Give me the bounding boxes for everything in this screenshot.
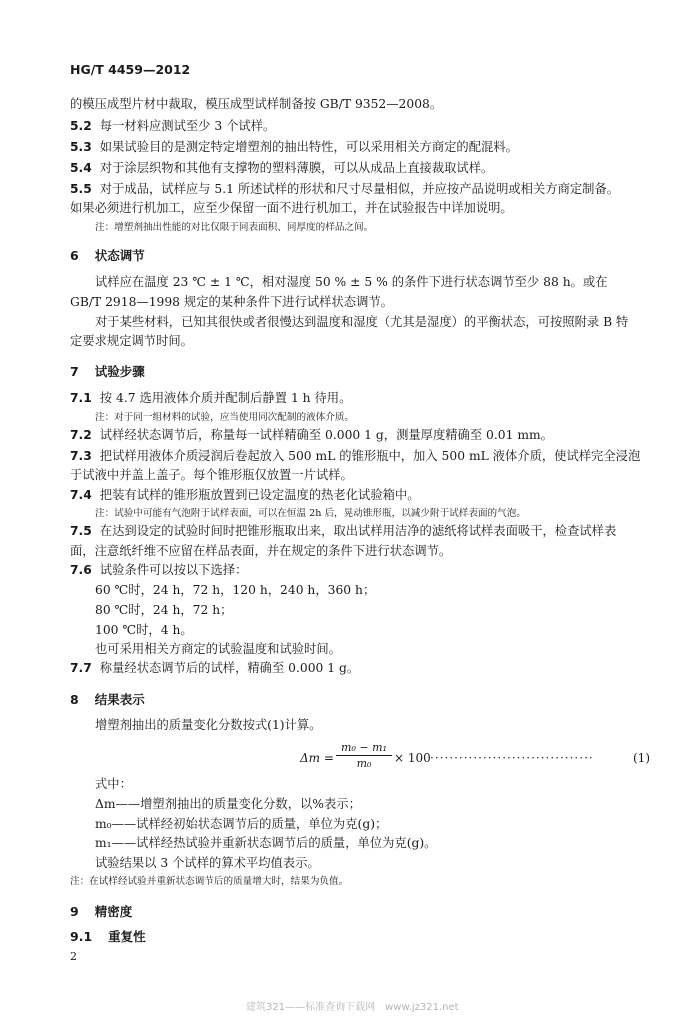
condition-60c: 60 ℃时，24 h，72 h，120 h，240 h，360 h； (95, 583, 376, 597)
definition-m1: m₁——试样经热试验并重新状态调节后的质量，单位为克(g)。 (95, 836, 437, 850)
condition-80c: 80 ℃时，24 h，72 h； (95, 603, 233, 617)
clause-text: 如果试验目的是测定特定增塑剂的抽出特性，可以采用相关方商定的配混料。 (99, 140, 518, 154)
clause-number: 7.2 (70, 428, 92, 442)
clause-7-1 (70, 390, 655, 406)
formula-numerator: m₀ − m₁ (336, 741, 392, 756)
clause-7-5-cont: 面，注意纸纤维不应留在样品表面，并在规定的条件下进行状态调节。 (70, 544, 452, 558)
clause-text: 试样经状态调节后，称量每一试样精确至 0.000 1 g，测量厚度精确至 0.01 mm。 (99, 428, 553, 442)
formula-denominator: m₀ (356, 757, 372, 770)
formula-intro: 增塑剂抽出的质量变化分数按式(1)计算。 (95, 718, 322, 732)
paragraph-6-2-cont: 定要求规定调节时间。 (70, 334, 193, 348)
clause-number: 9.1 (70, 929, 93, 944)
paragraph-continuation: 的模压成型片材中裁取，模压成型试样制备按 GB/T 9352—2008。 (70, 97, 443, 111)
formula-fraction (336, 741, 392, 770)
clause-7-2 (70, 427, 655, 443)
section-title: 精密度 (94, 904, 133, 919)
formula-lhs: Δm = (300, 751, 334, 765)
clause-7-5 (70, 523, 655, 539)
clause-text: 在达到设定的试验时间时把锥形瓶取出来，取出试样用洁净的滤纸将试样表面吸干，检查试样表 (99, 524, 617, 538)
clause-7-6 (70, 562, 655, 578)
clause-7-3-cont: 于试液中并盖上盖子。每个锥形瓶仅放置一片试样。 (70, 468, 353, 482)
clause-number: 5.5 (70, 182, 92, 196)
clause-7-7 (70, 660, 655, 676)
note-7-1: 注：对于同一组材料的试验，应当使用同次配制的液体介质。 (95, 412, 355, 423)
section-number: 7 (70, 364, 79, 379)
formula-leader-dots: ·································· (430, 751, 594, 765)
condition-100c: 100 ℃时，4 h。 (95, 623, 193, 637)
section-title: 状态调节 (94, 248, 145, 263)
section-title: 试验步骤 (94, 364, 145, 379)
clause-9-1-heading (70, 927, 146, 945)
clause-5-4 (70, 160, 655, 176)
clause-number: 7.5 (70, 524, 92, 538)
clause-5-5 (70, 181, 655, 197)
clause-title: 重复性 (108, 929, 146, 944)
clause-text: 每一材料应测试至少 3 个试样。 (99, 119, 276, 133)
note-7-4: 注：试验中可能有气泡附于试样表面，可以在恒温 2h 后，晃动锥形瓶，以减少附于试样表面的气泡。 (95, 508, 526, 519)
clause-text: 按 4.7 选用液体介质并配制后静置 1 h 待用。 (99, 391, 352, 405)
section-number: 6 (70, 248, 79, 263)
clause-number: 7.4 (70, 488, 92, 502)
formula-1 (300, 741, 650, 775)
section-title: 结果表示 (94, 692, 145, 707)
section-number: 8 (70, 692, 79, 707)
clause-number: 5.2 (70, 119, 92, 133)
page-number: 2 (70, 950, 77, 963)
paragraph-6-1-cont: GB/T 2918—1998 规定的某种条件下进行试样状态调节。 (70, 295, 393, 309)
clause-number: 7.6 (70, 563, 92, 577)
paragraph-6-2: 对于某些材料，已知其很快或者很慢达到温度和湿度（尤其是湿度）的平衡状态，可按照附录 B 特 (95, 315, 629, 329)
clause-number: 5.4 (70, 161, 92, 175)
condition-agreed: 也可采用相关方商定的试验温度和试验时间。 (95, 642, 341, 656)
clause-text: 称量经状态调节后的试样，精确至 0.000 1 g。 (99, 661, 360, 675)
section-6-heading (70, 246, 145, 264)
clause-5-2 (70, 118, 655, 134)
clause-text: 试验条件可以按以下选择： (99, 563, 248, 577)
formula-rhs: × 100 (394, 751, 431, 765)
section-7-heading (70, 362, 145, 380)
clause-number: 7.7 (70, 661, 92, 675)
clause-7-4 (70, 487, 655, 503)
clause-5-3 (70, 139, 655, 155)
clause-text: 把试样用液体介质浸润后卷起放入 500 mL 的锥形瓶中，加入 500 mL 液体介质，使试样完全浸泡 (99, 449, 641, 463)
definition-m0: m₀——试样经初始状态调节后的质量，单位为克(g)； (95, 817, 388, 831)
standard-code-header: HG/T 4459—2012 (70, 62, 191, 77)
paragraph-6-1: 试样应在温度 23 ℃ ± 1 ℃，相对湿度 50 % ± 5 % 的条件下进行状态调节至少 88 h。或在 (95, 275, 608, 289)
result-statement: 试验结果以 3 个试样的算术平均值表示。 (95, 856, 320, 870)
section-number: 9 (70, 904, 79, 919)
clause-5-5-cont: 如果必须进行机加工，应至少保留一面不进行机加工，并在试验报告中详加说明。 (70, 201, 513, 215)
section-8-heading (70, 690, 145, 708)
section-9-heading (70, 902, 132, 920)
watermark-text: 建筑321——标准查询下载网 www.jz321.net (246, 1002, 459, 1013)
clause-7-3 (70, 448, 655, 464)
note-8: 注：在试样经试验并重新状态调节后的质量增大时，结果为负值。 (70, 876, 349, 887)
clause-number: 7.1 (70, 391, 92, 405)
note-5: 注：增塑剂抽出性能的对比仅限于同表面积、同厚度的样品之间。 (95, 222, 374, 233)
definition-delta-m: Δm——增塑剂抽出的质量变化分数，以%表示； (95, 797, 361, 811)
clause-text: 对于成品，试样应与 5.1 所述试样的形状和尺寸尽量相似，并应按产品说明或相关方商定制备。 (99, 182, 620, 196)
clause-text: 把装有试样的锥形瓶放置到已设定温度的热老化试验箱中。 (99, 488, 420, 502)
equation-number: (1) (633, 751, 650, 765)
clause-number: 5.3 (70, 140, 92, 154)
clause-text: 对于涂层织物和其他有支撑物的塑料薄膜，可以从成品上直接裁取试样。 (99, 161, 494, 175)
clause-number: 7.3 (70, 449, 92, 463)
where-label: 式中： (95, 777, 132, 791)
